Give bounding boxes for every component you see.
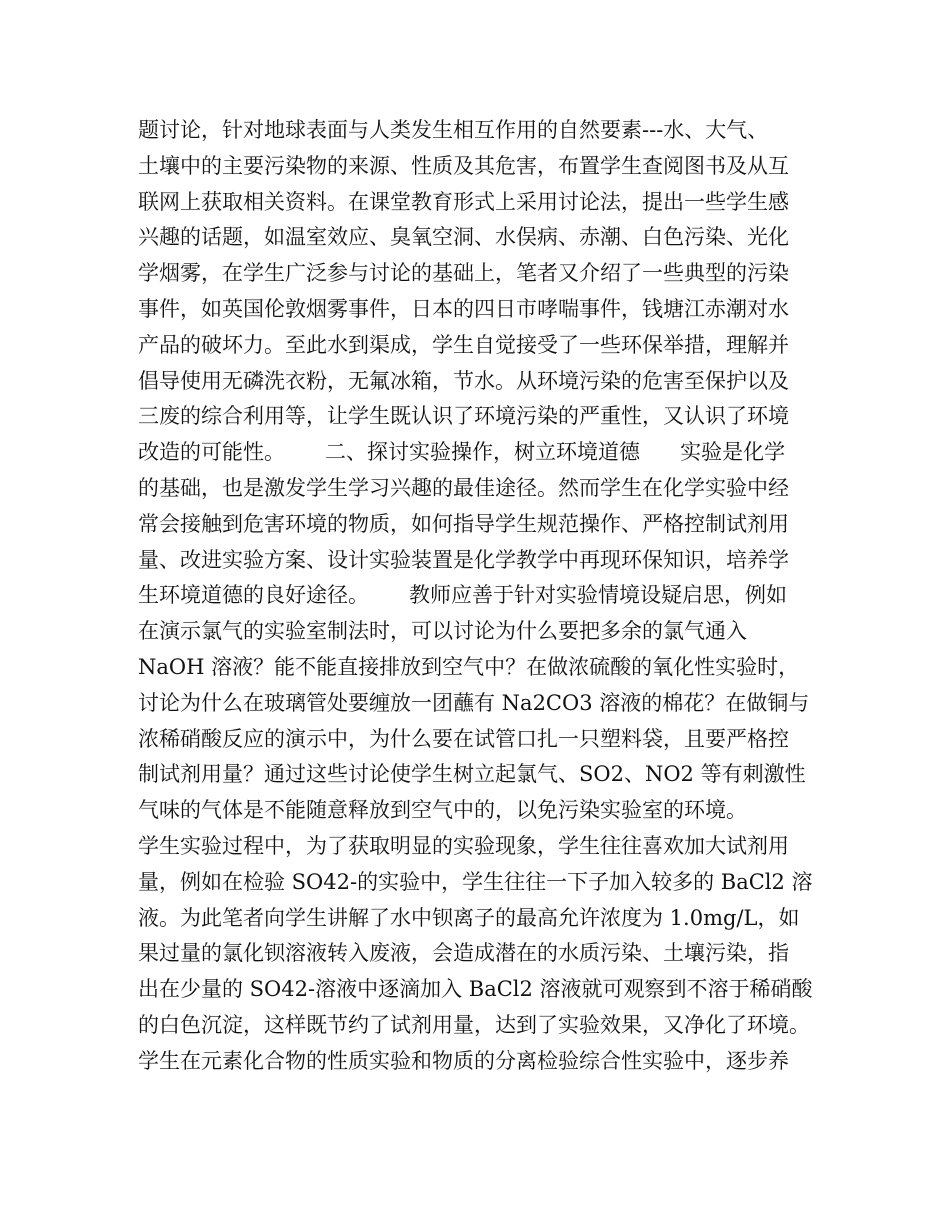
text-line: 的白色沉淀，这样既节约了试剂用量，达到了实验效果，又净化了环境。 (138, 1012, 810, 1037)
text-line: 在演示氯气的实验室制法时，可以讨论为什么要把多余的氯气通入 (138, 619, 747, 644)
text-line: 液。为此笔者向学生讲解了水中钡离子的最高允许浓度为 1.0mg/L，如 (138, 905, 800, 930)
text-line: 常会接触到危害环境的物质，如何指导学生规范操作、严格控制试剂用 (138, 511, 789, 536)
text-line: 学生在元素化合物的性质实验和物质的分离检验综合性实验中，逐步养 (138, 1048, 789, 1073)
text-line: 浓稀硝酸反应的演示中，为什么要在试管口扎一只塑料袋，且要严格控 (138, 726, 789, 751)
text-line: 量、改进实验方案、设计实验装置是化学教学中再现环保知识，培养学 (138, 547, 789, 572)
text-line: 产品的破坏力。至此水到渠成，学生自觉接受了一些环保举措，理解并 (138, 332, 789, 357)
text-line: 题讨论，针对地球表面与人类发生相互作用的自然要素---水、大气、 (138, 118, 769, 142)
text-line: NaOH 溶液？能不能直接排放到空气中？在做浓硫酸的氧化性实验时， (138, 654, 800, 679)
text-line: 学生实验过程中，为了获取明显的实验现象，学生往往喜欢加大试剂用 (138, 833, 789, 858)
text-line: 土壤中的主要污染物的来源、性质及其危害，布置学生查阅图书及从互 (138, 153, 789, 178)
text-line: 事件，如英国伦敦烟雾事件，日本的四日市哮喘事件，钱塘江赤潮对水 (138, 296, 789, 321)
text-line: 兴趣的话题，如温室效应、臭氧空洞、水俣病、赤潮、白色污染、光化 (138, 225, 789, 250)
text-line: 出在少量的 SO42-溶液中逐滴加入 BaCl2 溶液就可观察到不溶于稀硝酸 (138, 977, 813, 1002)
text-line: 讨论为什么在玻璃管处要缠放一团蘸有 Na2CO3 溶液的棉花？在做铜与 (138, 690, 810, 715)
text-line: 气味的气体是不能随意释放到空气中的，以免污染实验室的环境。 (138, 798, 747, 823)
text-line: 果过量的氯化钡溶液转入废液，会造成潜在的水质污染、土壤污染，指 (138, 941, 789, 966)
text-line: 量，例如在检验 SO42-的实验中，学生往往一下子加入较多的 BaCl2 溶 (138, 869, 813, 894)
text-line: 制试剂用量？通过这些讨论使学生树立起氯气、SO2、NO2 等有刺激性 (138, 762, 806, 787)
text-line: 生环境道德的良好途径。 教师应善于针对实验情境设疑启思，例如 (138, 583, 788, 608)
text-line: 学烟雾，在学生广泛参与讨论的基础上，笔者又介绍了一些典型的污染 (138, 261, 789, 286)
text-line: 联网上获取相关资料。在课堂教育形式上采用讨论法，提出一些学生感 (138, 189, 789, 214)
text-line: 倡导使用无磷洗衣粉，无氟冰箱，节水。从环境污染的危害至保护以及 (138, 368, 789, 393)
text-line: 三废的综合利用等，让学生既认识了环境污染的严重性，又认识了环境 (138, 404, 789, 429)
text-line: 的基础，也是激发学生学习兴趣的最佳途径。然而学生在化学实验中经 (138, 475, 789, 500)
body-text (138, 113, 838, 1080)
text-line: 改造的可能性。 二、探讨实验操作，树立环境道德 实验是化学 (138, 440, 786, 465)
